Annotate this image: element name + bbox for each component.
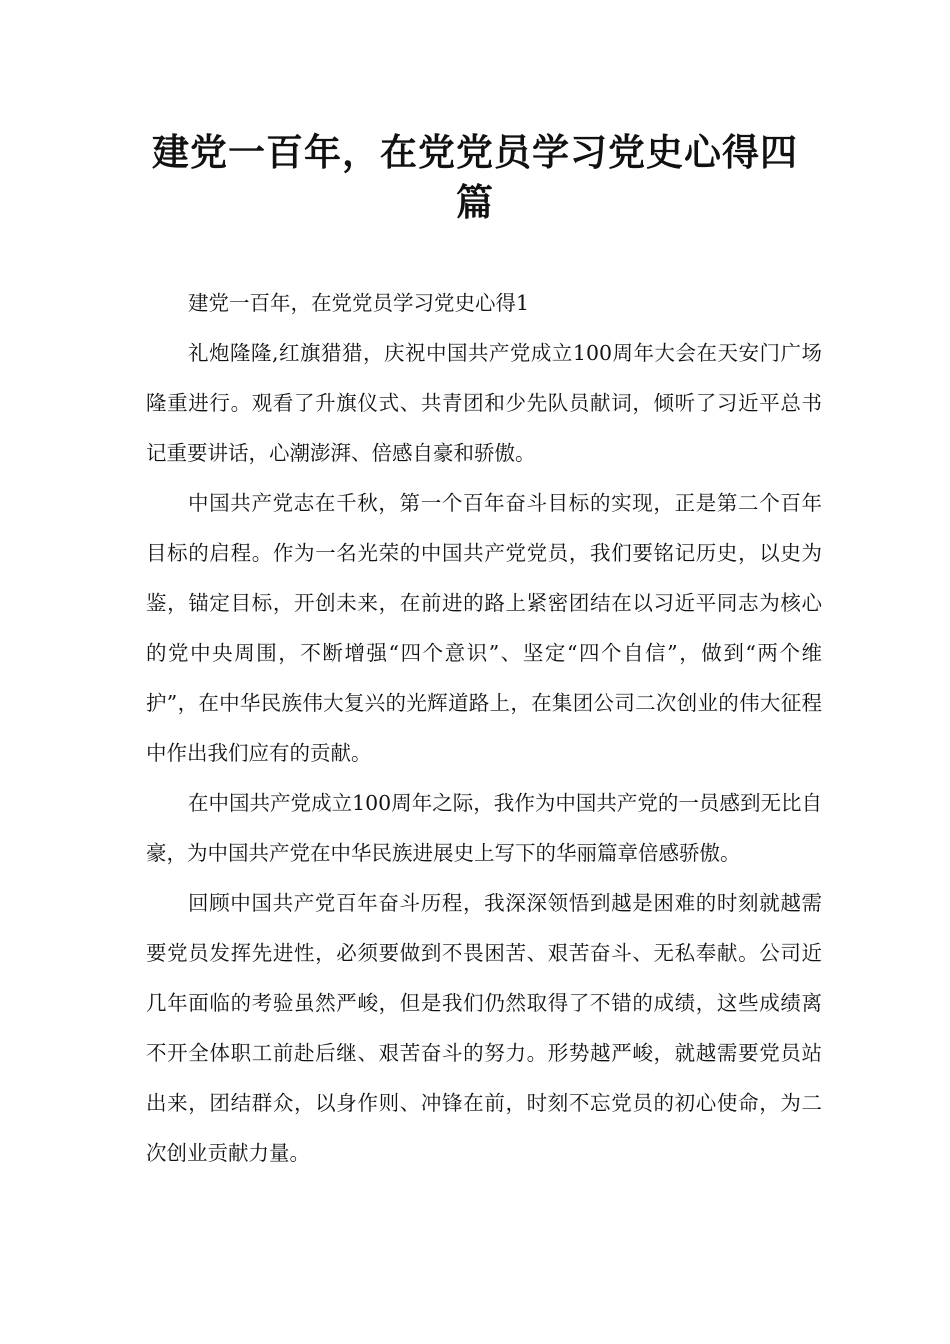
document-body [146,278,822,1178]
section-heading: 建党一百年，在党党员学习党史心得1 [188,291,530,315]
paragraph: 礼炮隆隆,红旗猎猎，庆祝中国共产党成立100周年大会在天安门广场隆重进行。观看了升旗仪式、共青团和少先队员献词，倾听了习近平总书记重要讲话，心潮澎湃、倍感自豪和骄傲。 [146,341,822,465]
paragraph: 在中国共产党成立100周年之际，我作为中国共产党的一员感到无比自豪，为中国共产党在中华民族进展史上写下的华丽篇章倍感骄傲。 [146,791,822,865]
document-title: 建党一百年，在党党员学习党史心得四篇 [152,131,798,224]
paragraph: 回顾中国共产党百年奋斗历程，我深深领悟到越是困难的时刻就越需要党员发挥先进性，必须要做到不畏困苦、艰苦奋斗、无私奉献。公司近几年面临的考验虽然严峻，但是我们仍然取得了不错的成绩，这些成绩离不开全体职工前赴后继、艰苦奋斗的努力。形势越严峻，就越需要党员站出来，团结群众，以身作则、冲锋在前，时刻不忘党员的初心使命，为二次创业贡献力量。 [146,891,822,1165]
paragraph: 中国共产党志在千秋，第一个百年奋斗目标的实现，正是第二个百年目标的启程。作为一名光荣的中国共产党党员，我们要铭记历史，以史为鉴，锚定目标，开创未来，在前进的路上紧密团结在以习近平同志为核心的党中央周围，不断增强“四个意识”、坚定“四个自信”，做到“两个维护”，在中华民族伟大复兴的光辉道路上，在集团公司二次创业的伟大征程中作出我们应有的贡献。 [146,491,822,765]
